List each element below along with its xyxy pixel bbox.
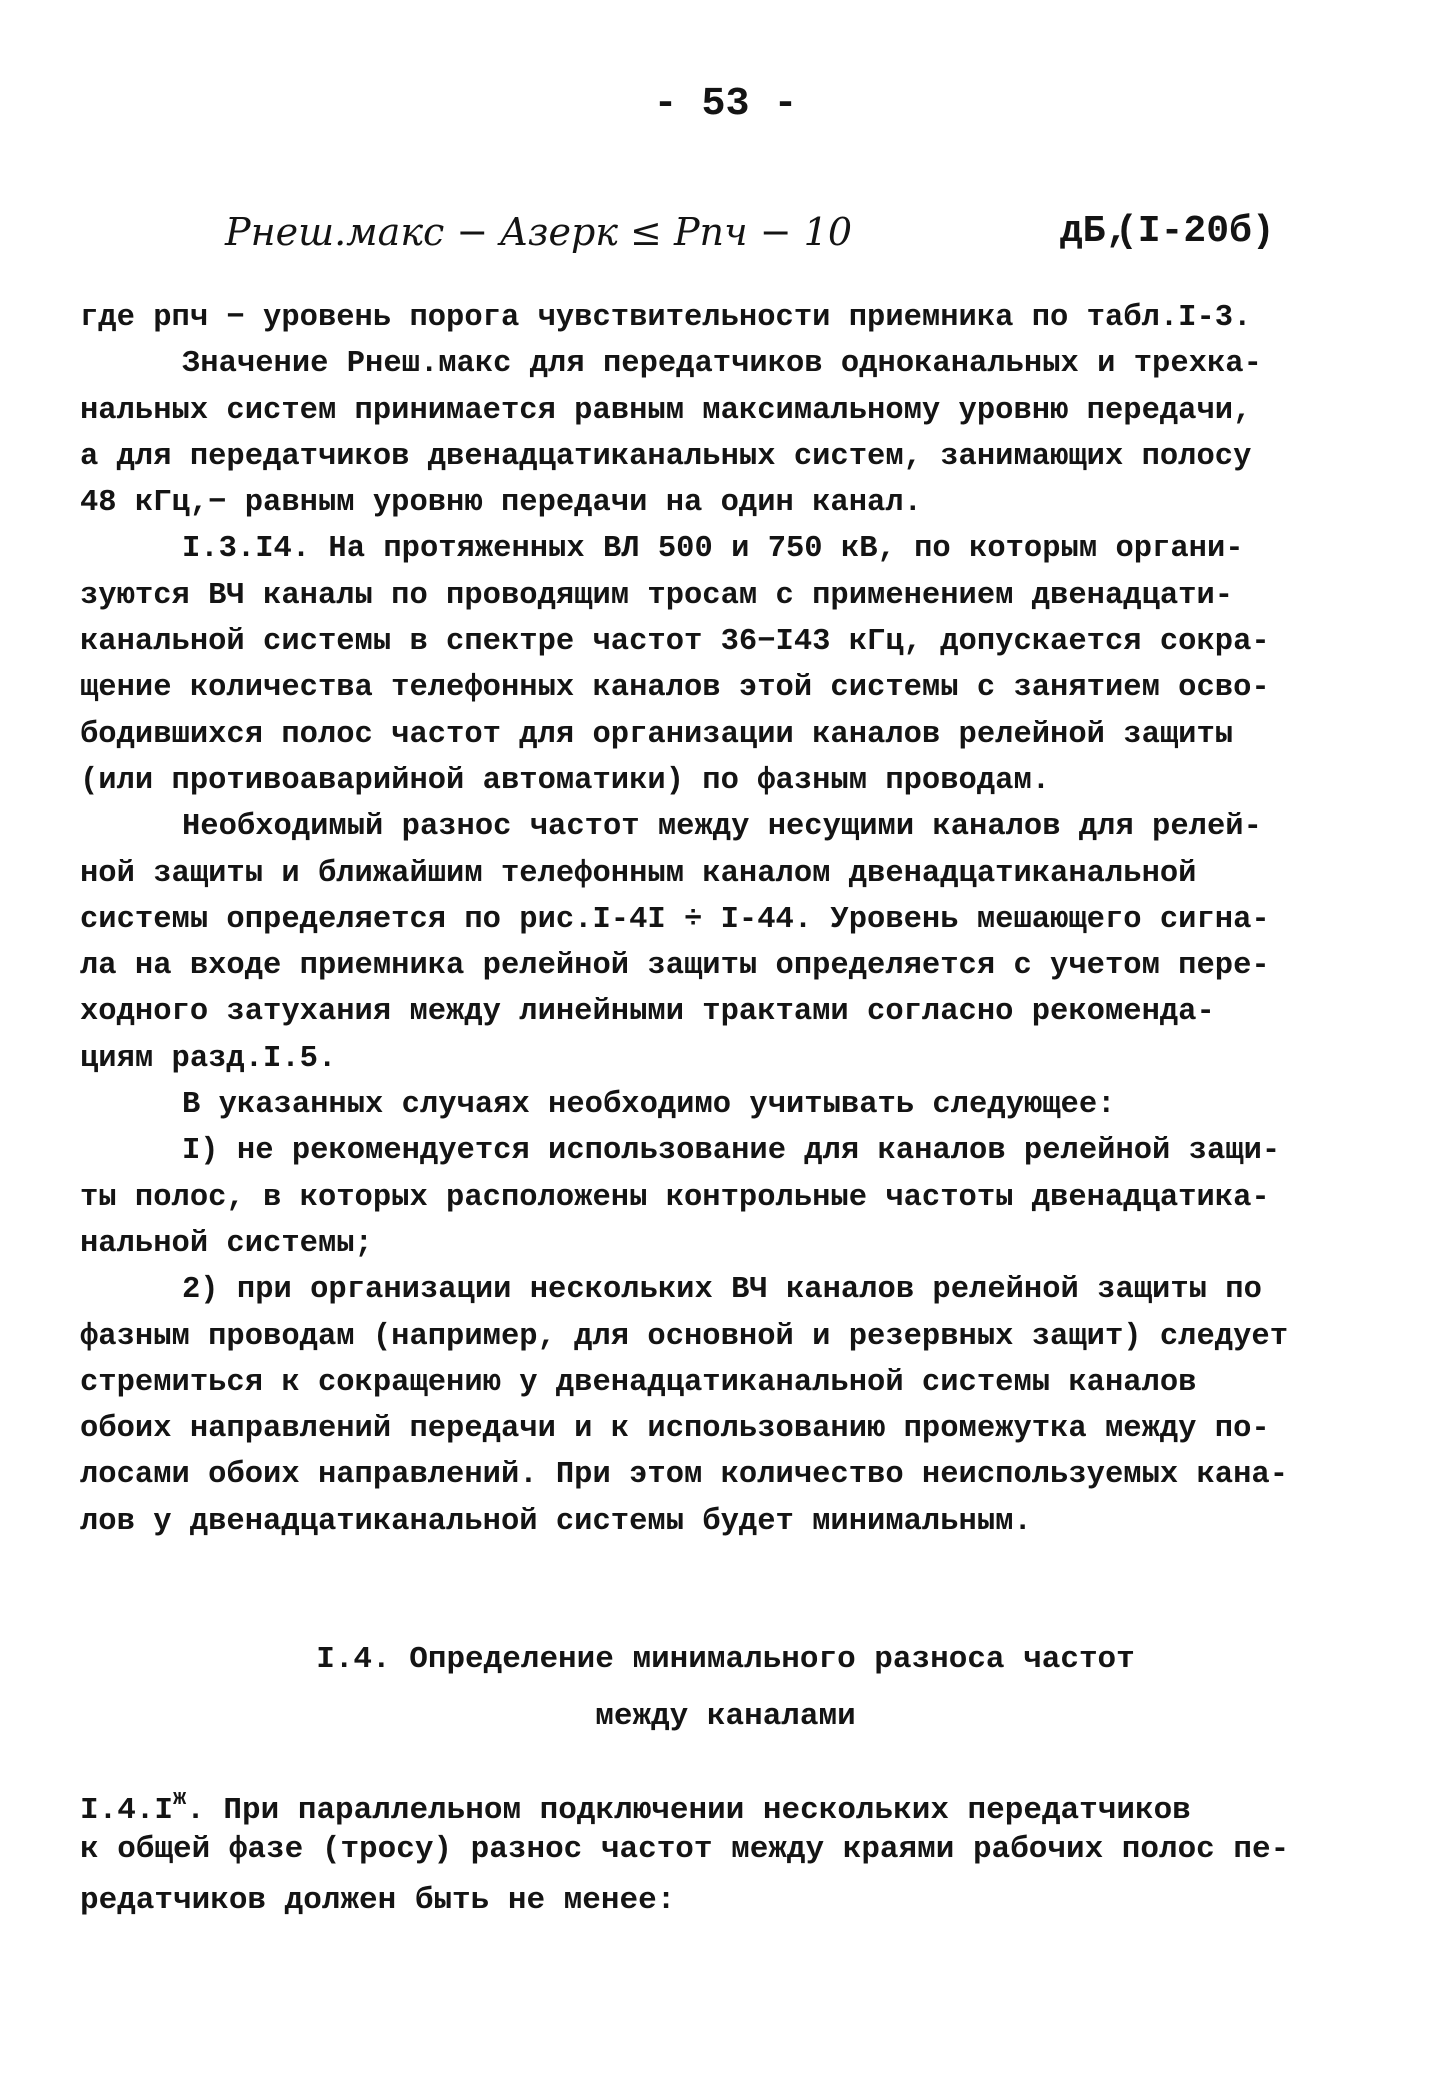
paragraph-1-3-14-line: щение количества телефонных каналов этой системы с занятием осво- (80, 671, 1270, 706)
list-item-2-line: обоих направлений передачи и к использованию промежутка между по- (80, 1412, 1270, 1447)
paragraph-1-4-1-text: . При параллельном подключении нескольких передатчиков (186, 1793, 1191, 1828)
paragraph-1-3-14-line: канальной системы в спектре частот 36−I43 кГц, допускается сокра- (80, 625, 1270, 660)
formula-expression: Pнеш.макс − Aзерк ≤ Pпч − 10 (225, 210, 852, 254)
formula-1-20b (225, 210, 1355, 270)
paragraph-consider-line: В указанных случаях необходимо учитывать следующее: (182, 1088, 1116, 1123)
section-heading-line-2: между каналами (595, 1699, 856, 1734)
list-item-2-line: лов у двенадцатиканальной системы будет минимальным. (80, 1504, 1032, 1539)
paragraph-1-4-1-line: редатчиков должен быть не менее: (80, 1883, 676, 1918)
paragraph-value-line: а для передатчиков двенадцатиканальных систем, занимающих полосу (80, 439, 1252, 474)
paragraph-spacing-line: ной защиты и ближайшим телефонным каналом двенадцатиканальной (80, 856, 1197, 891)
paragraph-1-4-1 (80, 1773, 1370, 1926)
page-number: - 53 - (653, 82, 798, 127)
paragraph-1-3-14-line: бодившихся полос частот для организации каналов релейной защиты (80, 717, 1234, 752)
list-item-2-line: 2) при организации нескольких ВЧ каналов релейной защиты по (182, 1273, 1262, 1308)
paragraph-spacing-line: ходного затухания между линейными трактами согласно рекоменда- (80, 995, 1215, 1030)
list-item-2-line: лосами обоих направлений. При этом количество неиспользуемых кана- (80, 1458, 1288, 1493)
section-heading-line-1: I.4. Определение минимального разноса частот (316, 1642, 1135, 1677)
clause-number: I.4.I (80, 1793, 174, 1828)
formula-number: (I-20б) (1115, 210, 1275, 253)
paragraph-1-4-1-line (80, 1773, 1370, 1828)
footnote-mark: ж (173, 1786, 187, 1811)
list-item-2-line: фазным проводам (например, для основной и резервных защит) следует (80, 1319, 1288, 1354)
paragraph-spacing-line: ла на входе приемника релейной защиты определяется с учетом пере- (80, 949, 1270, 984)
paragraph-value-line: Значение Pнеш.макс для передатчиков одноканальных и трехка- (182, 347, 1262, 382)
list-item-1-line: нальной системы; (80, 1226, 373, 1261)
paragraph-1-3-14-line: (или противоаварийной автоматики) по фазным проводам. (80, 763, 1051, 798)
paragraph-value-line: 48 кГц,− равным уровню передачи на один канал. (80, 486, 922, 521)
paragraph-spacing-line: Необходимый разнос частот между несущими каналов для релей- (182, 810, 1262, 845)
list-item-2-line: стремиться к сокращению у двенадцатиканальной системы каналов (80, 1365, 1197, 1400)
paragraph-1-4-1-line: к общей фазе (тросу) разнос частот между краями рабочих полос пе- (80, 1832, 1290, 1867)
paragraph-1-3-14-line: зуются ВЧ каналы по проводящим тросам с применением двенадцати- (80, 578, 1234, 613)
paragraph-value-line: нальных систем принимается равным максимальному уровню передачи, (80, 393, 1252, 428)
paragraph-1-3-14-line: I.3.I4. На протяженных ВЛ 500 и 750 кВ, по которым органи- (182, 532, 1244, 567)
paragraph-spacing-line: циям разд.I.5. (80, 1041, 337, 1076)
list-item-1-line: I) не рекомендуется использование для каналов релейной защи- (182, 1134, 1281, 1169)
list-item-1-line: ты полос, в которых расположены контрольные частоты двенадцатика- (80, 1180, 1270, 1215)
formula-unit: дБ, (1060, 210, 1129, 253)
body-text (80, 295, 1350, 1545)
paragraph-spacing-line: системы определяется по рис.I-4I ÷ I-44. Уровень мешающего сигна- (80, 902, 1270, 937)
paragraph-where-line: где pпч − уровень порога чувствительности приемника по табл.I-3. (80, 301, 1252, 335)
